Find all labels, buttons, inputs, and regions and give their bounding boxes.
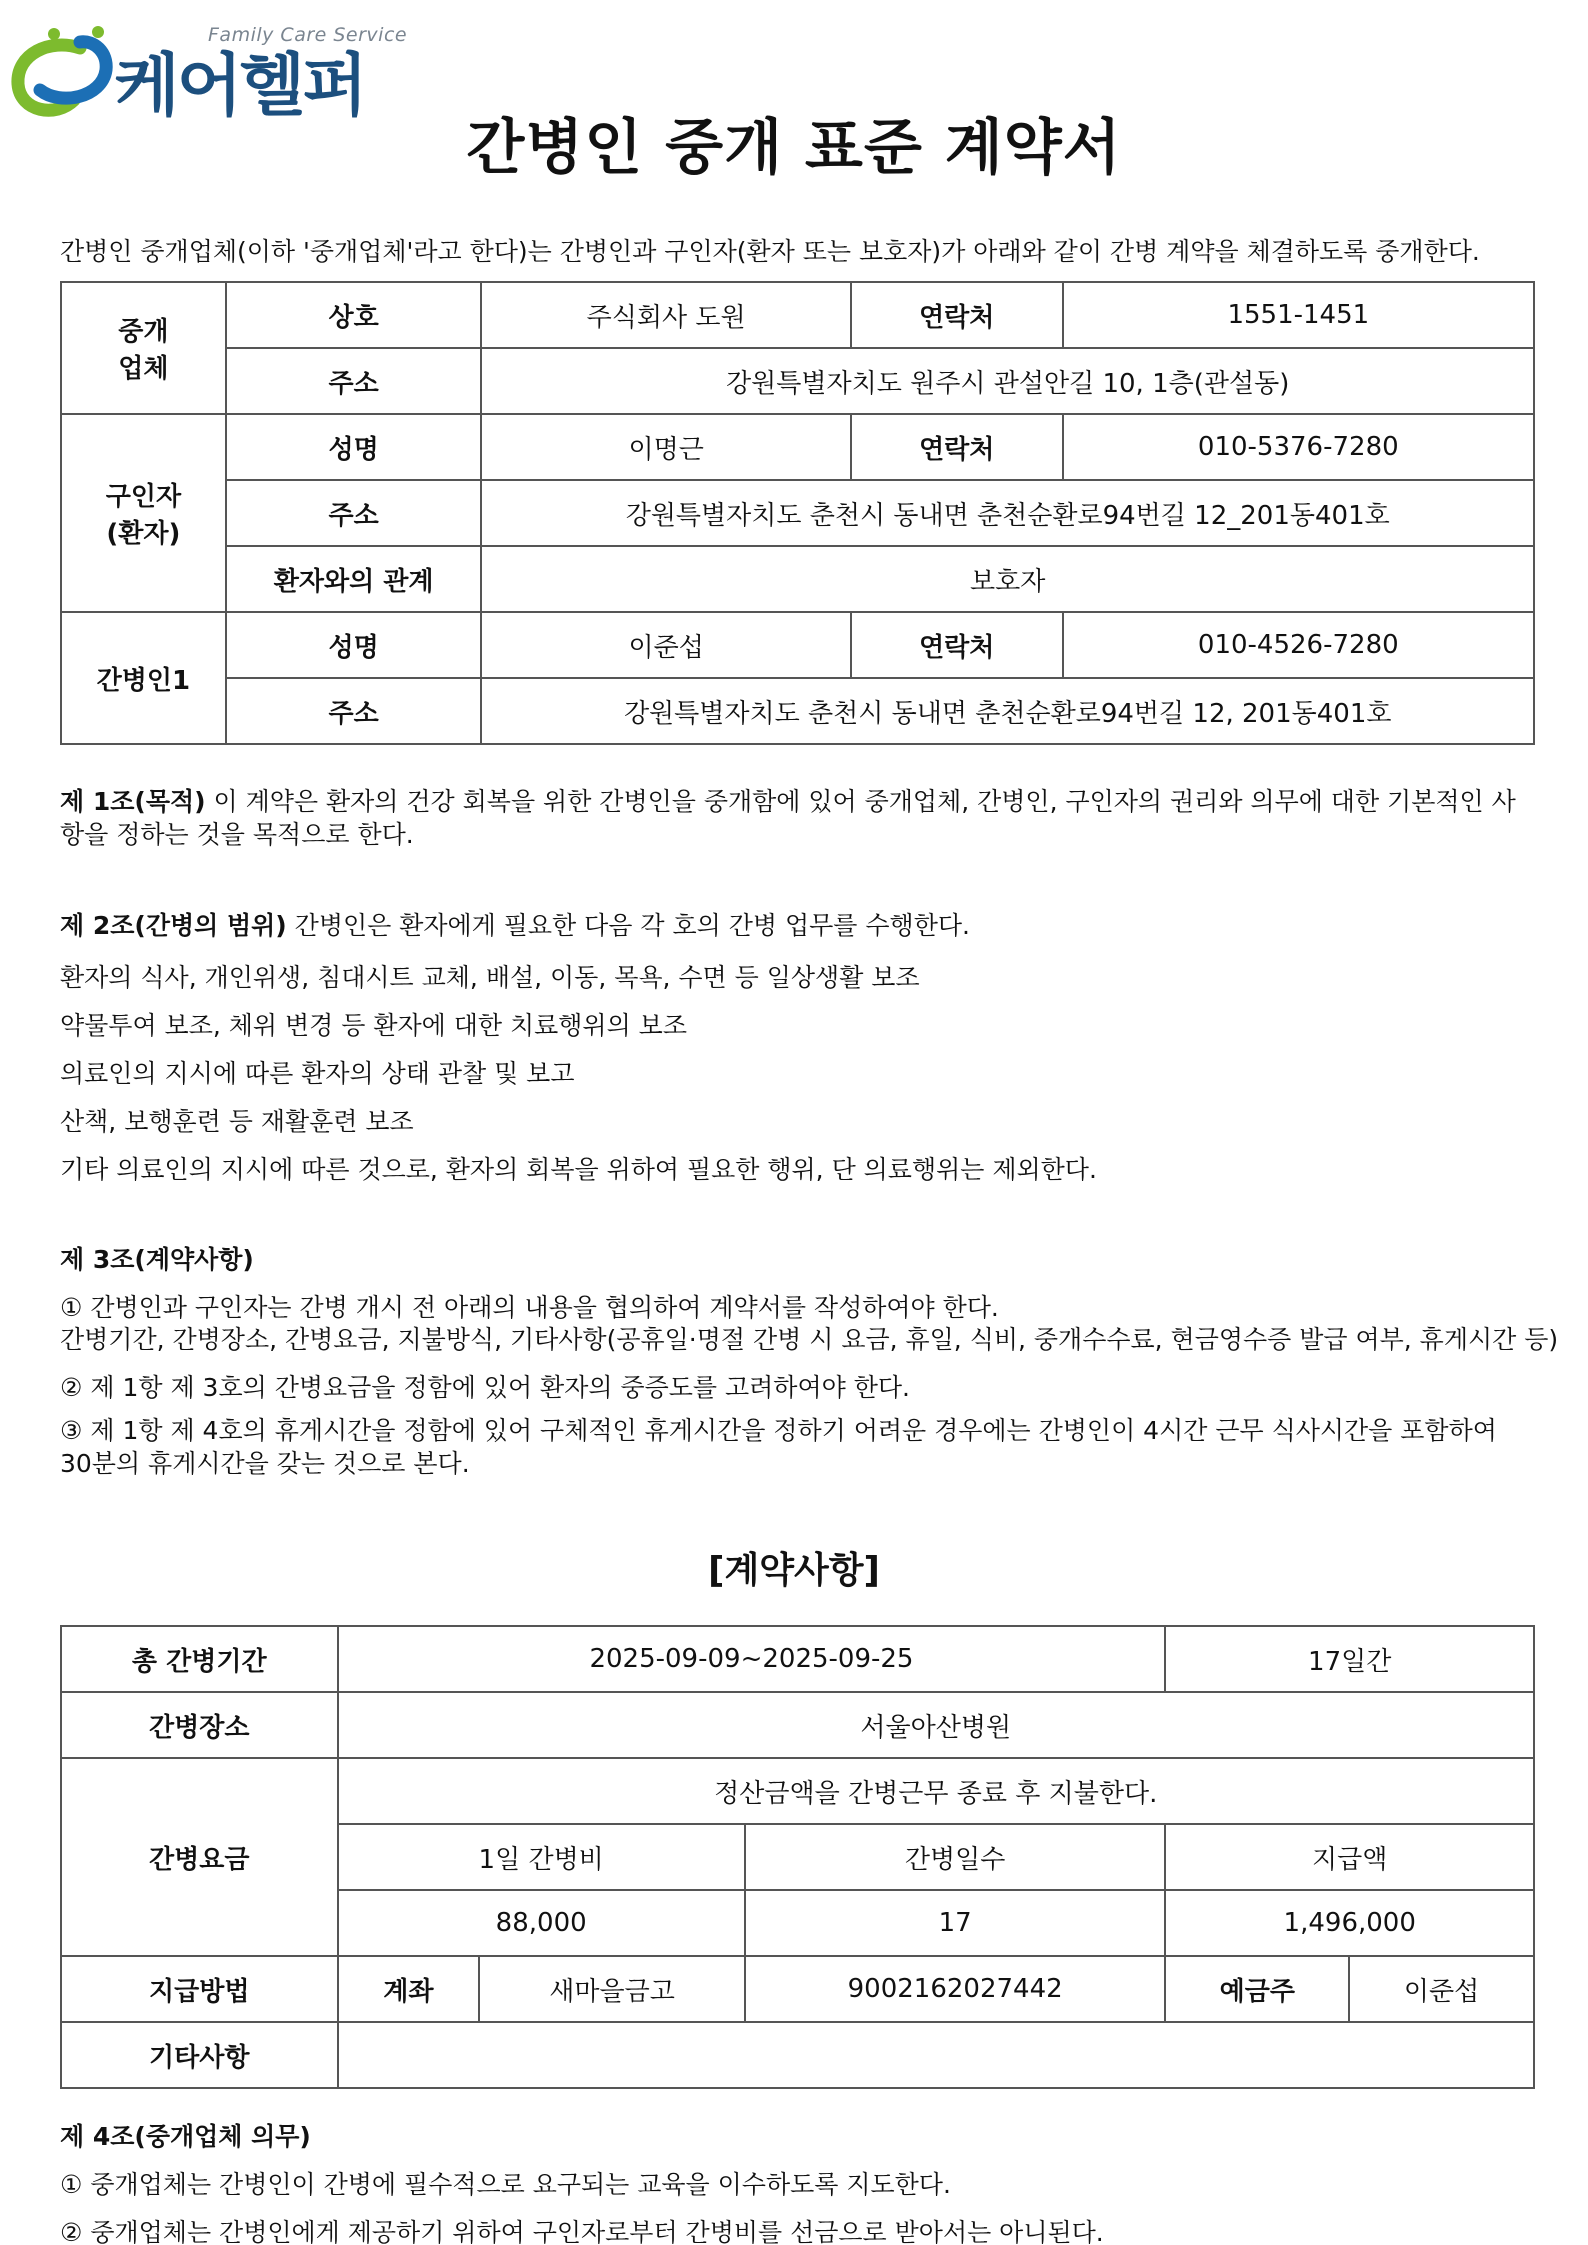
article-2-item: 의료인의 지시에 따른 환자의 상태 관찰 및 보고 <box>60 1059 575 1088</box>
agency-phone-label: 연락처 <box>851 282 1063 348</box>
day-count-value: 17 <box>745 1890 1166 1956</box>
amount-label: 지급액 <box>1165 1824 1534 1890</box>
place-value: 서울아산병원 <box>338 1692 1535 1758</box>
daily-fee-value: 88,000 <box>338 1890 745 1956</box>
client-name: 이명근 <box>481 414 850 480</box>
article-2-item: 환자의 식사, 개인위생, 침대시트 교체, 배설, 이동, 목욕, 수면 등 일상생활 보조 <box>60 963 920 992</box>
caregiver-phone-label: 연락처 <box>851 612 1063 678</box>
article-1-heading: 제 1조(목적) <box>60 787 206 816</box>
article-2-text: 간병인은 환자에게 필요한 다음 각 호의 간병 업무를 수행한다. <box>286 911 970 940</box>
account-number: 9002162027442 <box>745 1956 1166 2022</box>
article-3-clause-3: ③ 제 1항 제 4호의 휴게시간을 정함에 있어 구체적인 휴게시간을 정하기 어려운 경우에는 간병인이 4시간 근무 식사시간을 포함하여 30분의 휴게시간을 갖는 것으로 본다. <box>60 1416 1497 1478</box>
day-count-label: 간병일수 <box>745 1824 1166 1890</box>
etc-value <box>338 2022 1535 2088</box>
daily-fee-label: 1일 간병비 <box>338 1824 745 1890</box>
client-group-label: 구인자 (환자) <box>61 414 226 612</box>
client-address-label: 주소 <box>226 480 482 546</box>
agency-phone: 1551-1451 <box>1063 282 1534 348</box>
holder-name: 이준섭 <box>1349 1956 1534 2022</box>
article-2-item: 산책, 보행훈련 등 재활훈련 보조 <box>60 1107 414 1136</box>
client-phone-label: 연락처 <box>851 414 1063 480</box>
article-4-clause-2: ② 중개업체는 간병인에게 제공하기 위하여 구인자로부터 간병비를 선금으로 받아서는 아니된다. <box>60 2218 1104 2245</box>
agency-group-label: 중개 업체 <box>61 282 226 414</box>
caregiver-address-label: 주소 <box>226 678 482 744</box>
bank-name: 새마을금고 <box>479 1956 745 2022</box>
article-4-heading: 제 4조(중개업체 의무) <box>60 2122 311 2151</box>
client-name-label: 성명 <box>226 414 482 480</box>
contract-table <box>60 1625 1535 2089</box>
agency-address: 강원특별자치도 원주시 관설안길 10, 1층(관설동) <box>481 348 1534 414</box>
fee-note: 정산금액을 간병근무 종료 후 지불한다. <box>338 1758 1535 1824</box>
article-2-heading: 제 2조(간병의 범위) <box>60 911 287 940</box>
client-address: 강원특별자치도 춘천시 동내면 춘천순환로94번길 12_201동401호 <box>481 480 1534 546</box>
article-3-clause-1-detail: 간병기간, 간병장소, 간병요금, 지불방식, 기타사항(공휴일·명절 간병 시 요금, 휴일, 식비, 중개수수료, 현금영수증 발급 여부, 휴게시간 등) <box>60 1325 1559 1354</box>
article-3-clause-2: ② 제 1항 제 3호의 간병요금을 정함에 있어 환자의 중증도를 고려하여야 한다. <box>60 1373 910 1402</box>
article-2-item: 기타 의료인의 지시에 따른 것으로, 환자의 회복을 위하여 필요한 행위, 단 의료행위는 제외한다. <box>60 1155 1097 1184</box>
document-title: 간병인 중개 표준 계약서 <box>466 113 1122 183</box>
place-label: 간병장소 <box>61 1692 338 1758</box>
caregiver-phone: 010-4526-7280 <box>1063 612 1534 678</box>
article-1-text: 이 계약은 환자의 건강 회복을 위한 간병인을 중개함에 있어 중개업체, 간병인, 구인자의 권리와 의무에 대한 기본적인 사항을 정하는 것을 목적으로 한다. <box>60 787 1516 849</box>
agency-name-label: 상호 <box>226 282 482 348</box>
caregiver-name: 이준섭 <box>481 612 850 678</box>
account-label: 계좌 <box>338 1956 480 2022</box>
article-1 <box>60 785 1535 851</box>
article-2-item: 약물투여 보조, 체위 변경 등 환자에 대한 치료행위의 보조 <box>60 1011 687 1040</box>
article-3-heading: 제 3조(계약사항) <box>60 1245 254 1274</box>
period-days: 17일간 <box>1165 1626 1534 1692</box>
logo-tagline: Family Care Service <box>208 24 408 46</box>
article-2 <box>60 909 1535 942</box>
amount-value: 1,496,000 <box>1165 1890 1534 1956</box>
client-relation-label: 환자와의 관계 <box>226 546 482 612</box>
logo-name: 케어헬퍼 <box>114 47 365 126</box>
payment-label: 지급방법 <box>61 1956 338 2022</box>
contract-section-title: [계약사항] <box>707 1550 880 1591</box>
agency-address-label: 주소 <box>226 348 482 414</box>
caregiver-group-label: 간병인1 <box>61 612 226 744</box>
caregiver-address: 강원특별자치도 춘천시 동내면 춘천순환로94번길 12, 201동401호 <box>481 678 1534 744</box>
client-relation: 보호자 <box>481 546 1534 612</box>
caregiver-name-label: 성명 <box>226 612 482 678</box>
fee-label: 간병요금 <box>61 1758 338 1956</box>
agency-name: 주식회사 도원 <box>481 282 850 348</box>
period-label: 총 간병기간 <box>61 1626 338 1692</box>
parties-table <box>60 281 1535 745</box>
etc-label: 기타사항 <box>61 2022 338 2088</box>
article-3-clause-1: ① 간병인과 구인자는 간병 개시 전 아래의 내용을 협의하여 계약서를 작성하여야 한다. <box>60 1293 999 1322</box>
period-value: 2025-09-09~2025-09-25 <box>338 1626 1166 1692</box>
article-4-clause-1: ① 중개업체는 간병인이 간병에 필수적으로 요구되는 교육을 이수하도록 지도한다. <box>60 2170 951 2199</box>
client-phone: 010-5376-7280 <box>1063 414 1534 480</box>
holder-label: 예금주 <box>1165 1956 1349 2022</box>
intro-text: 간병인 중개업체(이하 '중개업체'라고 한다)는 간병인과 구인자(환자 또는 보호자)가 아래와 같이 간병 계약을 체결하도록 중개한다. <box>60 237 1480 266</box>
